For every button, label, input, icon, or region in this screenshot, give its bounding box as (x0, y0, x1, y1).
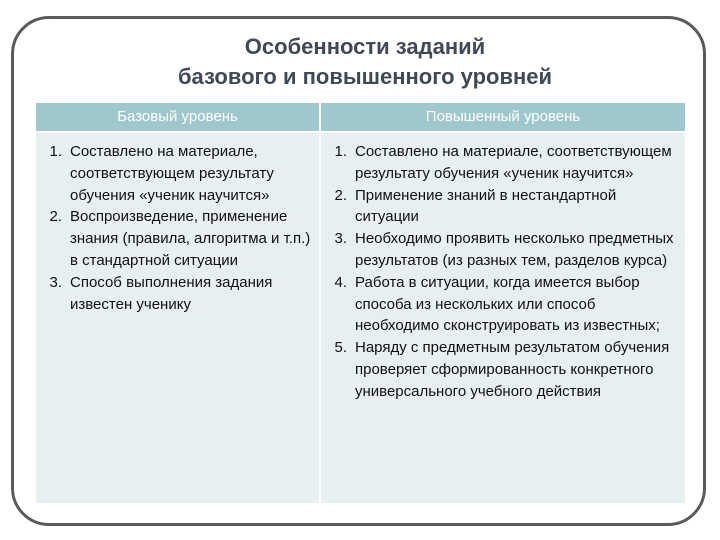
item-number: 2. (334, 186, 347, 204)
advanced-item (321, 337, 681, 402)
item-text: Составлено на материале, соответствующем результату обучения «ученик научится» (355, 143, 672, 182)
item-text: Воспроизведение, применение знания (правила, алгоритма и т.п.) в стандартной ситуации (70, 208, 311, 269)
title-line-2: базового и повышенного уровней (177, 64, 553, 89)
advanced-item (321, 228, 681, 272)
item-number: 2. (49, 208, 62, 226)
item-number: 1. (334, 143, 347, 160)
item-number: 3. (334, 230, 347, 248)
advanced-item (321, 141, 681, 185)
item-text: Работа в ситуации, когда имеется выбор способа из нескольких или способ необходимо сконструировать из известных; (355, 273, 660, 335)
header-separator (36, 131, 685, 133)
basic-item (36, 272, 311, 316)
item-number: 5. (334, 339, 347, 357)
basic-item (36, 206, 311, 271)
basic-item (36, 141, 311, 206)
item-text: Применение знаний в нестандартной ситуации (355, 186, 617, 226)
item-number: 4. (334, 273, 347, 291)
header-basic-level: Базовый уровень (117, 108, 238, 125)
advanced-item (321, 272, 681, 337)
basic-level-list (36, 141, 311, 315)
comparison-table (36, 103, 685, 503)
item-number: 1. (49, 143, 62, 160)
header-advanced-level: Повышенный уровень (425, 108, 581, 125)
advanced-item (321, 185, 681, 229)
title-line-1: Особенности заданий (244, 34, 486, 59)
item-text: Необходимо проявить несколько предметных результатов (из разных тем, разделов курса) (355, 230, 674, 269)
item-text: Наряду с предметным результатом обучения проверяет сформированность конкретного универсального учебного действия (355, 339, 670, 400)
table-header-row (36, 103, 685, 131)
slide-title (20, 32, 710, 92)
item-number: 3. (49, 273, 62, 291)
item-text: Составлено на материале, соответствующем результату обучения «ученик научится» (70, 143, 274, 204)
advanced-level-list (321, 141, 681, 403)
item-text: Способ выполнения задания известен ученику (70, 273, 273, 313)
